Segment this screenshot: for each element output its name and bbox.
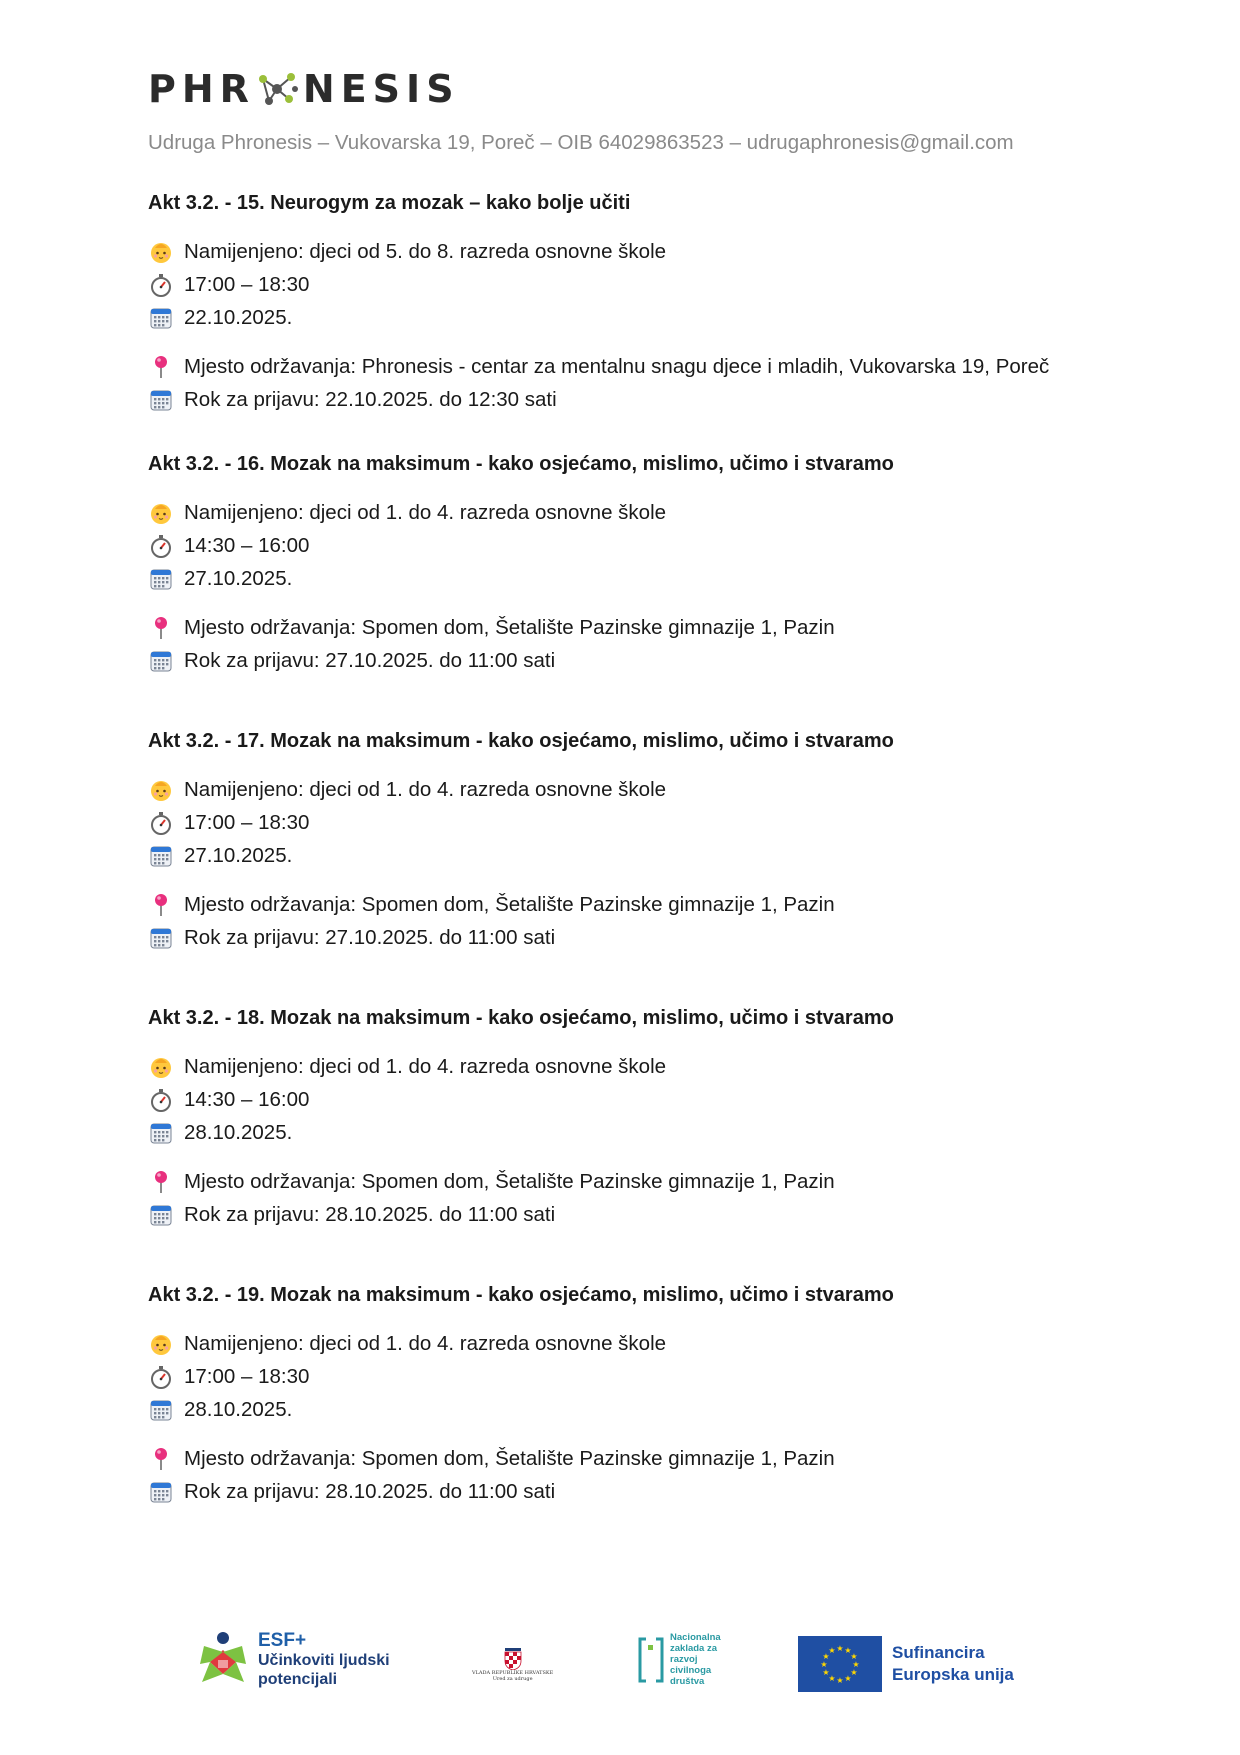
event-location: Mjesto održavanja: Spomen dom, Šetalište Pazinske gimnazije 1, Pazin — [184, 893, 835, 916]
calendar-icon — [148, 648, 174, 674]
eu-flag-icon — [798, 1636, 882, 1692]
event-title: Akt 3.2. - 19. Mozak na maksimum - kako osjećamo, mislimo, učimo i stvaramo — [148, 1284, 894, 1306]
nz-line3: razvoj — [670, 1654, 698, 1665]
event-deadline-line — [148, 644, 1148, 677]
event-date-line — [148, 839, 1148, 872]
baby-face-icon — [148, 1331, 174, 1357]
svg-text:★: ★ — [844, 1674, 852, 1683]
event-deadline: Rok za prijavu: 28.10.2025. do 11:00 sati — [184, 1480, 556, 1503]
event-deadline-line — [148, 921, 1148, 954]
event-location: Mjesto održavanja: Phronesis - centar za mentalnu snagu djece i mladih, Vukovarska 19, Poreč — [184, 355, 1050, 378]
stopwatch-icon — [148, 272, 174, 298]
pushpin-icon — [148, 1446, 174, 1472]
svg-text:★: ★ — [850, 1668, 858, 1677]
calendar-icon — [148, 925, 174, 951]
calendar-icon — [148, 1397, 174, 1423]
calendar-icon — [148, 387, 174, 413]
eu-logo — [798, 1636, 1014, 1692]
event-date: 28.10.2025. — [184, 1398, 293, 1421]
svg-text:★: ★ — [852, 1660, 860, 1669]
svg-text:★: ★ — [850, 1652, 858, 1661]
event-deadline: Rok za prijavu: 27.10.2025. do 11:00 sati — [184, 926, 556, 949]
event-date-line — [148, 562, 1148, 595]
calendar-icon — [148, 1479, 174, 1505]
pushpin-icon — [148, 892, 174, 918]
event-deadline: Rok za prijavu: 22.10.2025. do 12:30 sati — [184, 388, 557, 411]
gov-line2: Ured za udruge — [492, 1676, 533, 1682]
stopwatch-icon — [148, 533, 174, 559]
calendar-icon — [148, 566, 174, 592]
eu-line2: Europska unija — [892, 1665, 1014, 1684]
esf-flower-icon — [196, 1630, 250, 1690]
event-location-line — [148, 1442, 1148, 1475]
event-time: 14:30 – 16:00 — [184, 1088, 310, 1111]
phronesis-logo — [148, 66, 460, 112]
event-block — [148, 1280, 1148, 1508]
event-deadline-line — [148, 1198, 1148, 1231]
event-location-line — [148, 888, 1148, 921]
event-time-line — [148, 529, 1148, 562]
event-audience: Namijenjeno: djeci od 1. do 4. razreda osnovne škole — [184, 1055, 667, 1078]
funding-logos-footer — [0, 1620, 1240, 1720]
esf-plus-label: ESF+ — [258, 1630, 307, 1651]
gov-line1: VLADA REPUBLIKE HRVATSKE — [472, 1670, 554, 1676]
event-block — [148, 449, 1148, 677]
svg-text:★: ★ — [844, 1646, 852, 1655]
event-title: Akt 3.2. - 18. Mozak na maksimum - kako osjećamo, mislimo, učimo i stvaramo — [148, 1007, 894, 1029]
svg-text:★: ★ — [836, 1676, 844, 1685]
event-location: Mjesto održavanja: Spomen dom, Šetalište Pazinske gimnazije 1, Pazin — [184, 1170, 835, 1193]
event-audience-line — [148, 773, 1148, 806]
calendar-icon — [148, 1120, 174, 1146]
esf-program-line2: potencijali — [258, 1671, 338, 1688]
nz-line4: civilnoga — [670, 1665, 712, 1676]
stopwatch-icon — [148, 1364, 174, 1390]
calendar-icon — [148, 1202, 174, 1228]
croatian-coat-of-arms-icon — [504, 1648, 522, 1670]
event-time-line — [148, 806, 1148, 839]
event-date: 22.10.2025. — [184, 306, 293, 329]
event-audience: Namijenjeno: djeci od 1. do 4. razreda osnovne škole — [184, 778, 667, 801]
event-deadline: Rok za prijavu: 27.10.2025. do 11:00 sati — [184, 649, 556, 672]
pushpin-icon — [148, 615, 174, 641]
logo-text-right: NESIS — [302, 67, 460, 111]
event-location-line — [148, 350, 1148, 383]
event-date: 27.10.2025. — [184, 567, 293, 590]
event-deadline-line — [148, 383, 1148, 416]
nz-bracket-icon — [638, 1637, 664, 1683]
croatian-government-logo — [472, 1648, 553, 1682]
event-audience: Namijenjeno: djeci od 1. do 4. razreda osnovne škole — [184, 501, 667, 524]
event-block — [148, 1003, 1148, 1231]
event-audience-line — [148, 1050, 1148, 1083]
event-time-line — [148, 1083, 1148, 1116]
event-title: Akt 3.2. - 15. Neurogym za mozak – kako bolje učiti — [148, 192, 631, 214]
logo-text-left: PHR — [148, 67, 255, 111]
event-location-line — [148, 1165, 1148, 1198]
pushpin-icon — [148, 1169, 174, 1195]
baby-face-icon — [148, 239, 174, 265]
stopwatch-icon — [148, 1087, 174, 1113]
event-time: 17:00 – 18:30 — [184, 811, 310, 834]
event-audience-line — [148, 235, 1148, 268]
event-deadline: Rok za prijavu: 28.10.2025. do 11:00 sati — [184, 1203, 556, 1226]
svg-text:★: ★ — [828, 1646, 836, 1655]
svg-text:★: ★ — [822, 1668, 830, 1677]
nz-line5: društva — [670, 1676, 705, 1687]
baby-face-icon — [148, 1054, 174, 1080]
esf-logo — [196, 1630, 390, 1690]
event-time-line — [148, 1360, 1148, 1393]
event-time-line — [148, 268, 1148, 301]
contact-line: Udruga Phronesis – Vukovarska 19, Poreč – OIB 64029863523 – udrugaphronesis@gmail.com — [148, 131, 1014, 154]
event-date: 27.10.2025. — [184, 844, 293, 867]
event-audience: Namijenjeno: djeci od 1. do 4. razreda osnovne škole — [184, 1332, 667, 1355]
svg-text:★: ★ — [820, 1660, 828, 1669]
logo-network-icon — [255, 69, 299, 109]
svg-text:★: ★ — [836, 1644, 844, 1653]
calendar-icon — [148, 843, 174, 869]
event-location: Mjesto održavanja: Spomen dom, Šetalište Pazinske gimnazije 1, Pazin — [184, 1447, 835, 1470]
nz-line2: zaklada za — [670, 1643, 717, 1654]
nz-line1: Nacionalna — [670, 1632, 721, 1643]
svg-text:★: ★ — [822, 1652, 830, 1661]
pushpin-icon — [148, 354, 174, 380]
event-deadline-line — [148, 1475, 1148, 1508]
esf-program-line1: Učinkoviti ljudski — [258, 1652, 390, 1669]
event-date-line — [148, 301, 1148, 334]
event-time: 14:30 – 16:00 — [184, 534, 310, 557]
event-audience-line — [148, 496, 1148, 529]
calendar-icon — [148, 305, 174, 331]
event-title: Akt 3.2. - 17. Mozak na maksimum - kako osjećamo, mislimo, učimo i stvaramo — [148, 730, 894, 752]
event-title: Akt 3.2. - 16. Mozak na maksimum - kako osjećamo, mislimo, učimo i stvaramo — [148, 453, 894, 475]
eu-line1: Sufinancira — [892, 1643, 985, 1662]
event-time: 17:00 – 18:30 — [184, 1365, 310, 1388]
nz-logo — [638, 1632, 721, 1687]
baby-face-icon — [148, 777, 174, 803]
event-audience: Namijenjeno: djeci od 5. do 8. razreda osnovne škole — [184, 240, 667, 263]
baby-face-icon — [148, 500, 174, 526]
event-date: 28.10.2025. — [184, 1121, 293, 1144]
event-block — [148, 726, 1148, 954]
event-time: 17:00 – 18:30 — [184, 273, 310, 296]
event-audience-line — [148, 1327, 1148, 1360]
event-date-line — [148, 1393, 1148, 1426]
event-location-line — [148, 611, 1148, 644]
stopwatch-icon — [148, 810, 174, 836]
event-block — [148, 188, 1148, 416]
event-date-line — [148, 1116, 1148, 1149]
event-location: Mjesto održavanja: Spomen dom, Šetalište Pazinske gimnazije 1, Pazin — [184, 616, 835, 639]
svg-text:★: ★ — [828, 1674, 836, 1683]
